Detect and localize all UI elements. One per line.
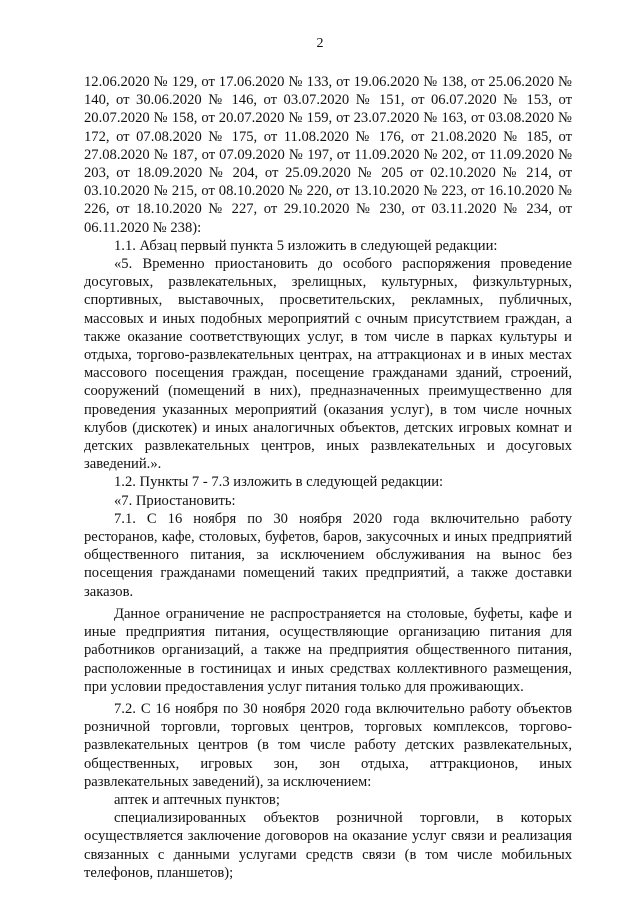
paragraph-item-1-2: 1.2. Пункты 7 - 7.3 изложить в следующей редакции:: [114, 474, 444, 491]
paragraph-clause-7-1: 7.1. С 16 ноября по 30 ноября 2020 года включительно работу ресторанов, кафе, столовых, буфетов, баров, закусочных и иных предприятий общественного питания, за исключением обслуживания на вынос без посещения гражданами помещений таких предприятий, а также доставки заказов.: [84, 510, 572, 600]
paragraph-clause-5: «5. Временно приостановить до особого распоряжения проведение досуговых, развлекательных, зрелищных, культурных, физкультурных, спортивных, выставочных, просветительских, рекламных, публичных, массовых и иных подобных мероприятий с очным присутствием граждан, а также оказание соответствующих услуг, в том числе в парках культуры и отдыха, торгово-развлекательных центрах, на аттракционах и в иных местах массового посещения граждан, посещение гражданами зданий, строений, сооружений (помещений в них), предназначенных преимущественно для проведения указанных мероприятий (оказания услуг), в том числе ночных клубов (дискотек) и иных аналогичных объектов, детских игровых комнат и детских развлекательных центров, иных развлекательных и досуговых заведений.».: [84, 256, 572, 473]
paragraph-catering-exception: Данное ограничение не распространяется на столовые, буфеты, кафе и иные предприятия питания, осуществляющие организацию питания для работников организаций, а также на предприятия общественного питания, расположенные в гостиницах и иных средствах коллективного размещения, при условии предоставления услуг питания только для проживающих.: [84, 605, 572, 695]
paragraph-pharmacies: аптек и аптечных пунктов;: [114, 791, 280, 808]
page-number: 2: [316, 36, 324, 51]
paragraph-item-1-1: 1.1. Абзац первый пункта 5 изложить в следующей редакции:: [114, 237, 498, 254]
paragraph-clause-7-2: 7.2. С 16 ноября по 30 ноября 2020 года включительно работу объектов розничной торговли, торговых центров, торговых комплексов, торгово-развлекательных центров (в том числе работу детских развлекательных, общественных, игровых зон, зон отдыха, аттракционов, иных развлекательных заведений), за исключением:: [84, 700, 572, 790]
paragraph-amendment-list: 12.06.2020 № 129, от 17.06.2020 № 133, от 19.06.2020 № 138, от 25.06.2020 № 140, от 30.06.2020 № 146, от 03.07.2020 № 151, от 06.07.2020 № 153, от 20.07.2020 № 158, от 20.07.2020 № 159, от 23.07.2020 № 163, от 03.08.2020 № 172, от 07.08.2020 № 175, от 11.08.2020 № 176, от 21.08.2020 № 185, от 27.08.2020 № 187, от 07.09.2020 № 197, от 11.09.2020 № 202, от 11.09.2020 № 203, от 18.09.2020 № 204, от 25.09.2020 № 205 от 02.10.2020 № 214, от 03.10.2020 № 215, от 08.10.2020 № 220, от 13.10.2020 № 223, от 16.10.2020 № 226, от 18.10.2020 № 227, от 29.10.2020 № 230, от 03.11.2020 № 234, от 06.11.2020 № 238):: [84, 74, 572, 236]
paragraph-clause-7: «7. Приостановить:: [114, 492, 236, 509]
paragraph-telecom-retail: специализированных объектов розничной торговли, в которых осуществляется заключение договоров на оказание услуг связи и реализация связанных с данными услугами средств связи (в том числе мобильных телефонов, планшетов);: [84, 810, 572, 881]
document-body: [84, 73, 572, 882]
